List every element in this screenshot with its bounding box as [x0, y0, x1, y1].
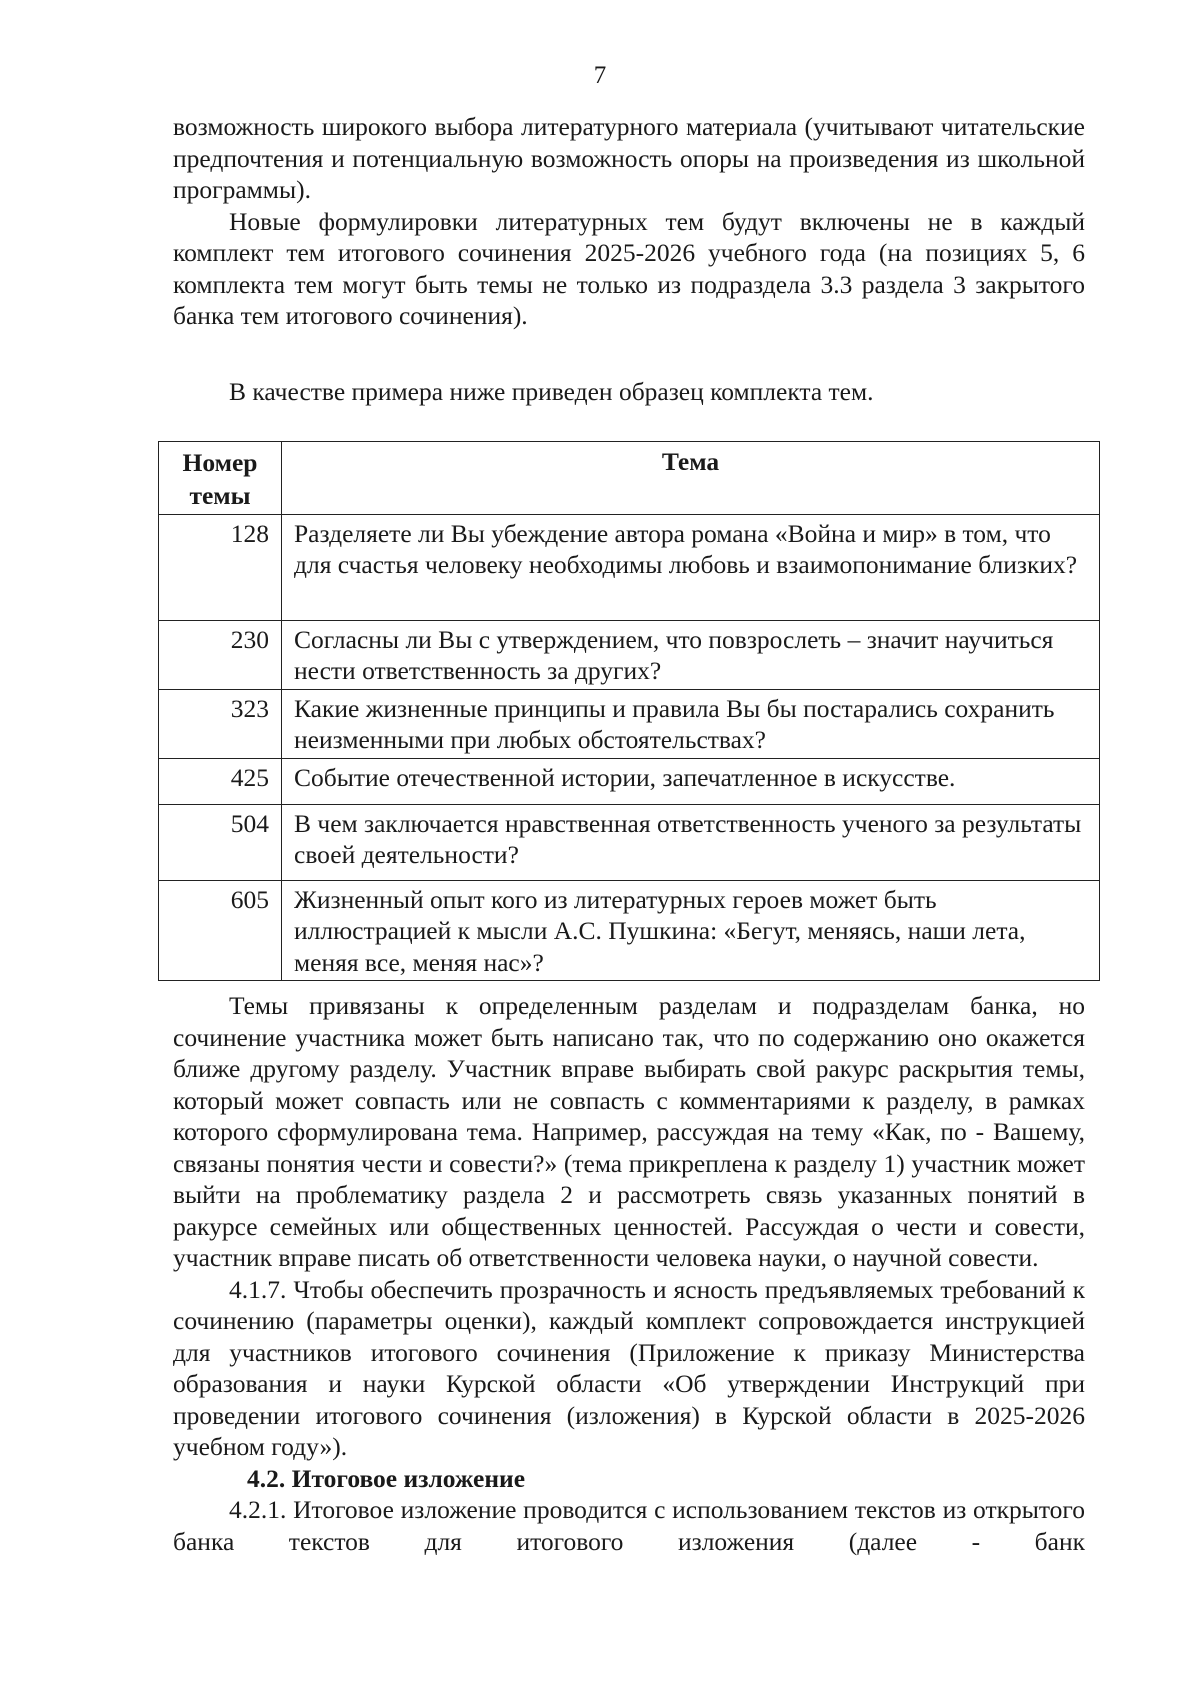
- topics-table: [158, 441, 1100, 981]
- topic-number: 128: [159, 514, 282, 620]
- topic-number: 230: [159, 620, 282, 689]
- header-theme: Тема: [282, 442, 1100, 515]
- table-row: [159, 758, 1100, 804]
- table-row: [159, 689, 1100, 758]
- clause-4-1-7: 4.1.7. Чтобы обеспечить прозрачность и ясность предъявляемых требований к сочинению (параметры оценки), каждый комплект сопровождается инструкцией для участников итогового сочинения (Приложение к приказу Министерства образования и науки Курской области «Об утверждении Инструкций при проведении итогового сочинения (изложения) в Курской области в 2025-2026 учебном году»).: [173, 1274, 1085, 1461]
- clause-4-2-1: 4.2.1. Итоговое изложение проводится с использованием текстов из открытого банка текстов для итогового изложения (далее - банк: [173, 1495, 1085, 1556]
- table-row: [159, 514, 1100, 620]
- table-header-row: [159, 442, 1100, 515]
- example-intro-paragraph: В качестве примера ниже приведен образец комплекта тем.: [229, 377, 874, 406]
- page-number: 7: [593, 62, 607, 89]
- topic-text: Какие жизненные принципы и правила Вы бы постарались сохранить неизменными при любых обстоятельствах?: [282, 689, 1100, 758]
- topic-text: Жизненный опыт кого из литературных героев может быть иллюстрацией к мысли А.С. Пушкина: «Бегут, меняясь, наши лета, меняя все, меняя нас»?: [282, 880, 1100, 981]
- heading-4-2: 4.2. Итоговое изложение: [247, 1463, 526, 1493]
- table-row: [159, 620, 1100, 689]
- continuation-paragraph: возможность широкого выбора литературного материала (учитывают читательские предпочтения и потенциальную возможность опоры на произведения из школьной программы).: [173, 112, 1085, 204]
- topic-number: 323: [159, 689, 282, 758]
- topic-number: 504: [159, 804, 282, 880]
- topic-number: 605: [159, 880, 282, 981]
- table-row: [159, 804, 1100, 880]
- example-intro-section: [173, 376, 1085, 408]
- topic-number: 425: [159, 758, 282, 804]
- new-wording-paragraph: Новые формулировки литературных тем будут включены не в каждый комплект тем итогового сочинения 2025-2026 учебного года (на позициях 5, 6 комплекта тем могут быть темы не только из подраздела 3.3 раздела 3 закрытого банка тем итогового сочинения).: [173, 206, 1085, 330]
- topics-paragraph: Темы привязаны к определенным разделам и подразделам банка, но сочинение участника может быть написано так, что по содержанию оно окажется ближе другому разделу. Участник вправе выбирать свой ракурс раскрытия темы, который может совпасть или не совпасть с комментариями к разделу, в рамках которого сформулирована тема. Например, рассуждая на тему «Как, по - Вашему, связаны понятия чести и совести?» (тема прикреплена к разделу 1) участник может выйти на проблематику раздела 2 и рассмотреть связь указанных понятий в ракурсе семейных или общественных ценностей. Рассуждая о чести и совести, участник вправе писать об ответственности человека науки, о научной совести.: [173, 991, 1085, 1272]
- header-number: Номер темы: [159, 442, 282, 515]
- topic-text: В чем заключается нравственная ответственность ученого за результаты своей деятельности?: [282, 804, 1100, 880]
- topic-text: Разделяете ли Вы убеждение автора романа «Война и мир» в том, что для счастья человеку необходимы любовь и взаимопонимание близких?: [282, 514, 1100, 620]
- table-row: [159, 880, 1100, 981]
- body-section: [173, 990, 1085, 1557]
- intro-section: [173, 111, 1085, 332]
- topic-text: Событие отечественной истории, запечатленное в искусстве.: [282, 758, 1100, 804]
- topic-text: Согласны ли Вы с утверждением, что повзрослеть – значит научиться нести ответственность за других?: [282, 620, 1100, 689]
